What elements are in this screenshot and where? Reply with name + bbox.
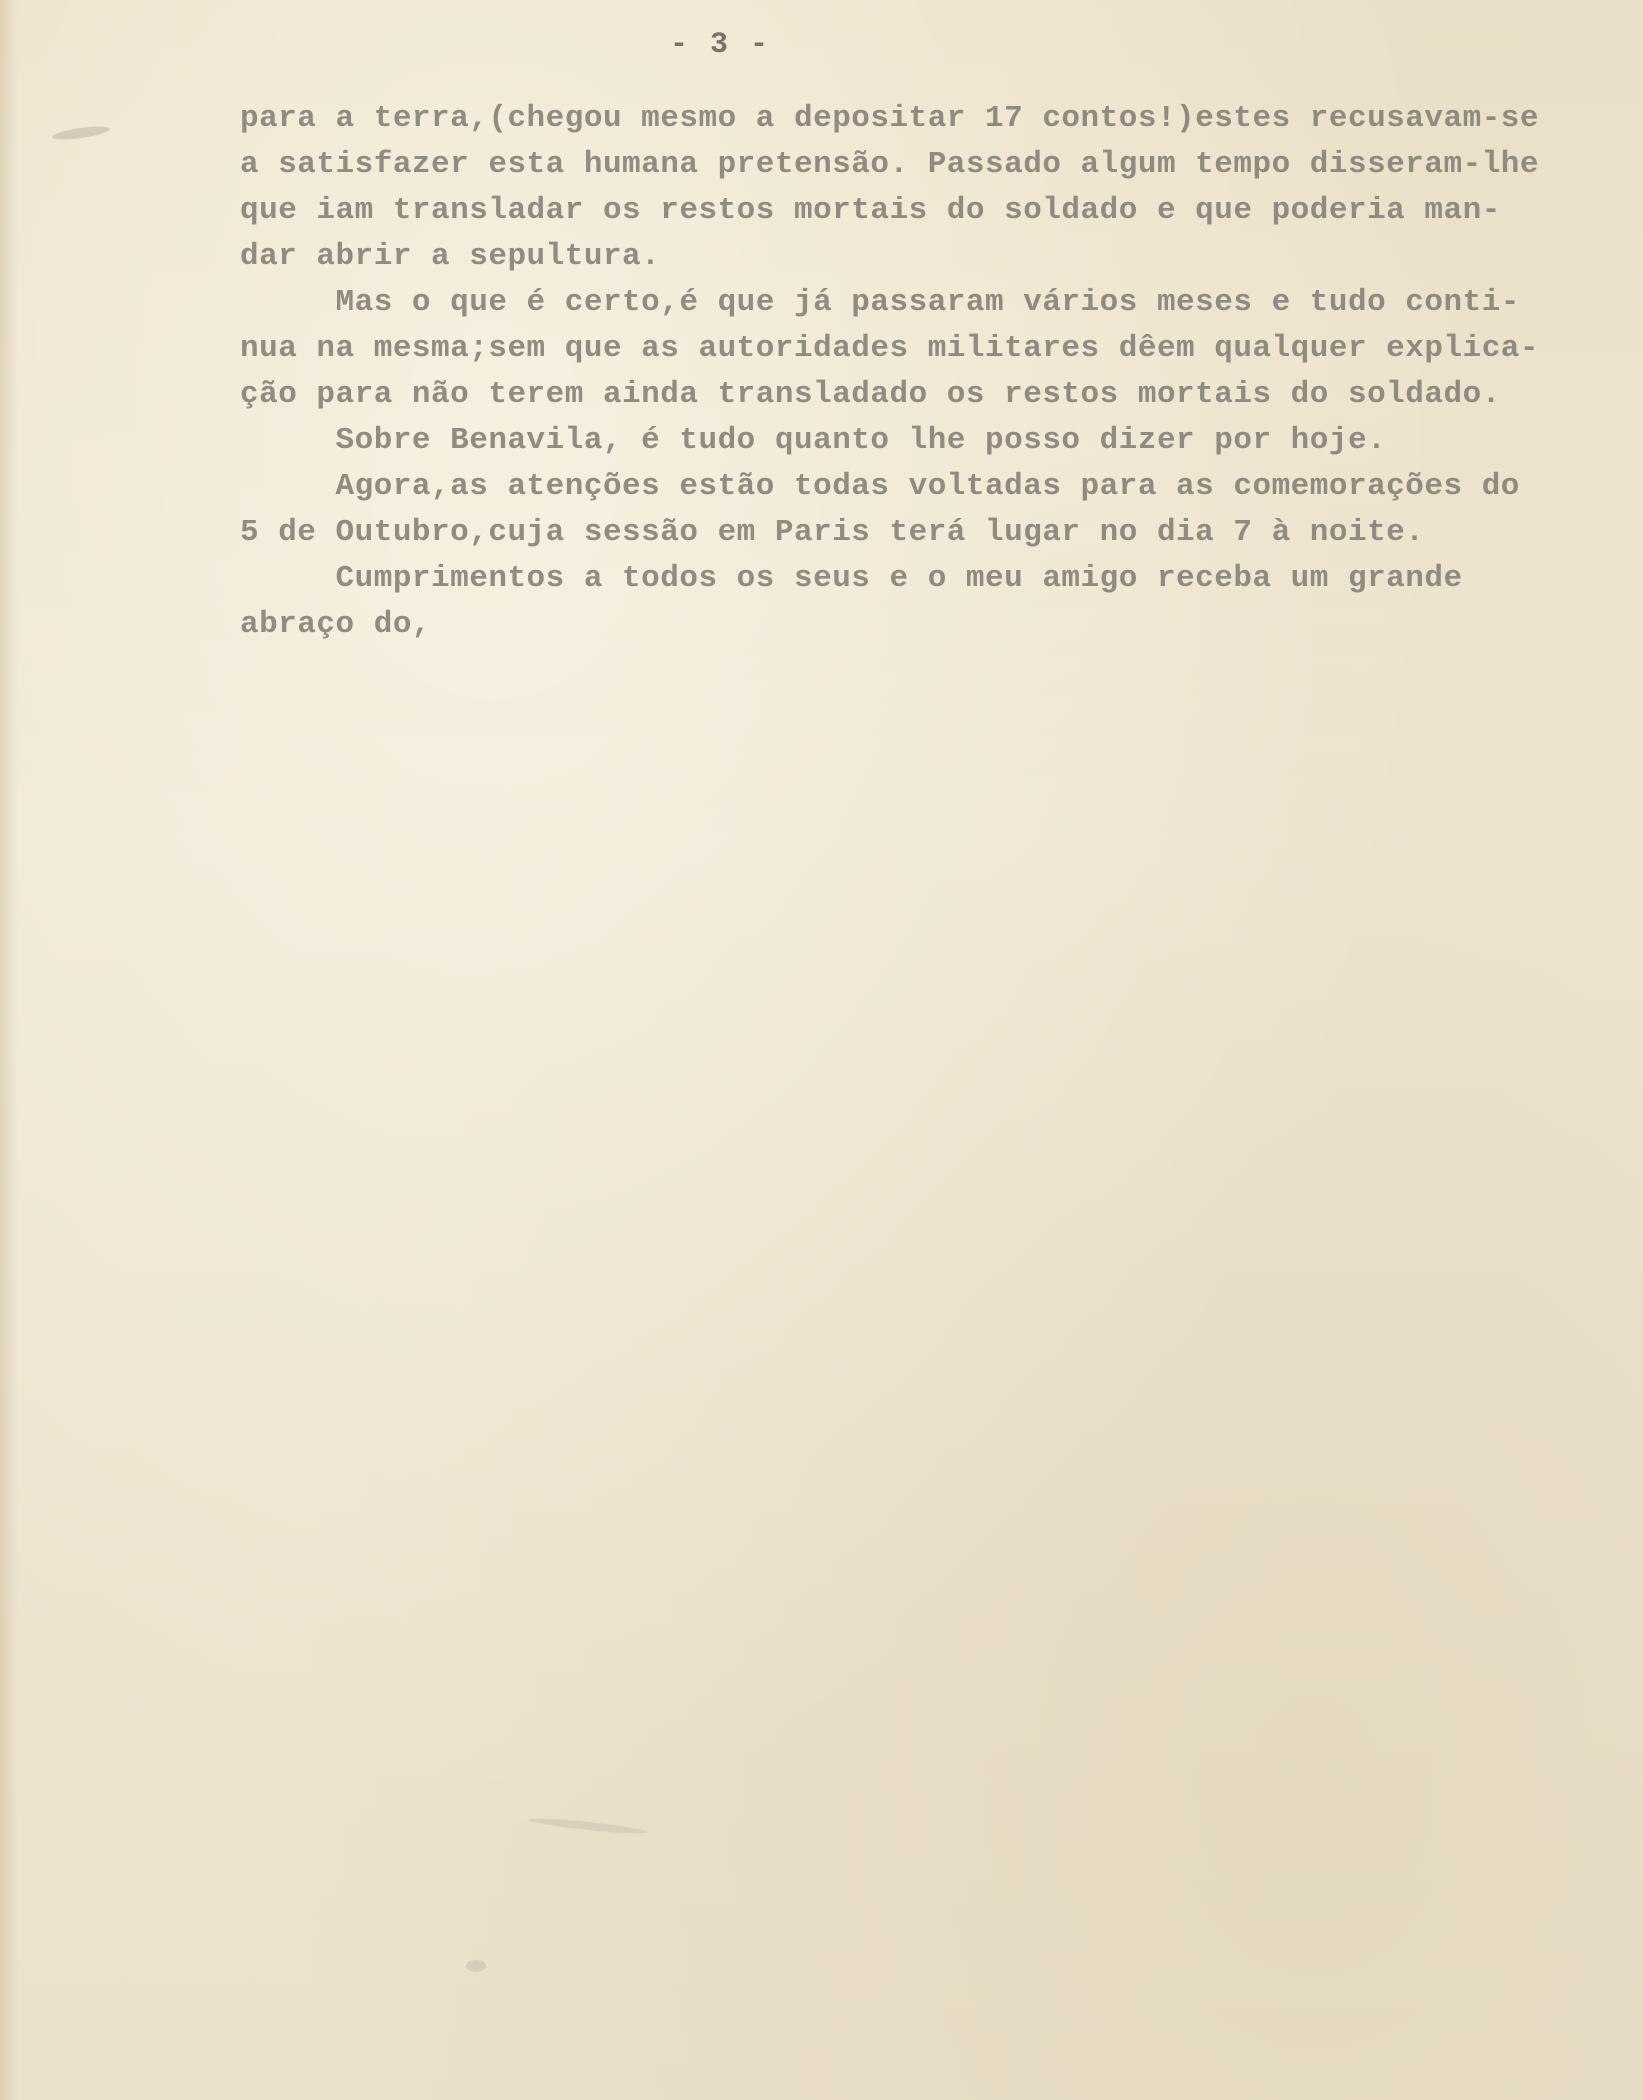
letter-body [240,96,1620,648]
letter-line: abraço do, [240,607,432,642]
letter-line: Sobre Benavila, é tudo quanto lhe posso dizer por hoje. [240,423,1387,458]
letter-line: 5 de Outubro,cuja sessão em Paris terá lugar no dia 7 à noite. [240,515,1425,550]
letter-line: ção para não terem ainda transladado os restos mortais do soldado. [240,377,1501,412]
letter-line: para a terra,(chegou mesmo a depositar 17 contos!)estes recusavam-se [240,101,1540,136]
letter-line: Agora,as atenções estão todas voltadas para as comemorações do [240,469,1520,504]
ink-smudge [528,1816,648,1836]
ink-smudge [52,124,111,142]
ink-smudge [466,1960,486,1972]
letter-line: a satisfazer esta humana pretensão. Passado algum tempo disseram-lhe [240,147,1540,182]
letter-line: nua na mesma;sem que as autoridades militares dêem qualquer explica- [240,331,1540,366]
letter-line: dar abrir a sepultura. [240,239,661,274]
letter-line: Mas o que é certo,é que já passaram vários meses e tudo conti- [240,285,1520,320]
page-number: - 3 - [669,28,770,62]
letter-line: Cumprimentos a todos os seus e o meu amigo receba um grande [240,561,1463,596]
letter-line: que iam transladar os restos mortais do soldado e que poderia man- [240,193,1501,228]
